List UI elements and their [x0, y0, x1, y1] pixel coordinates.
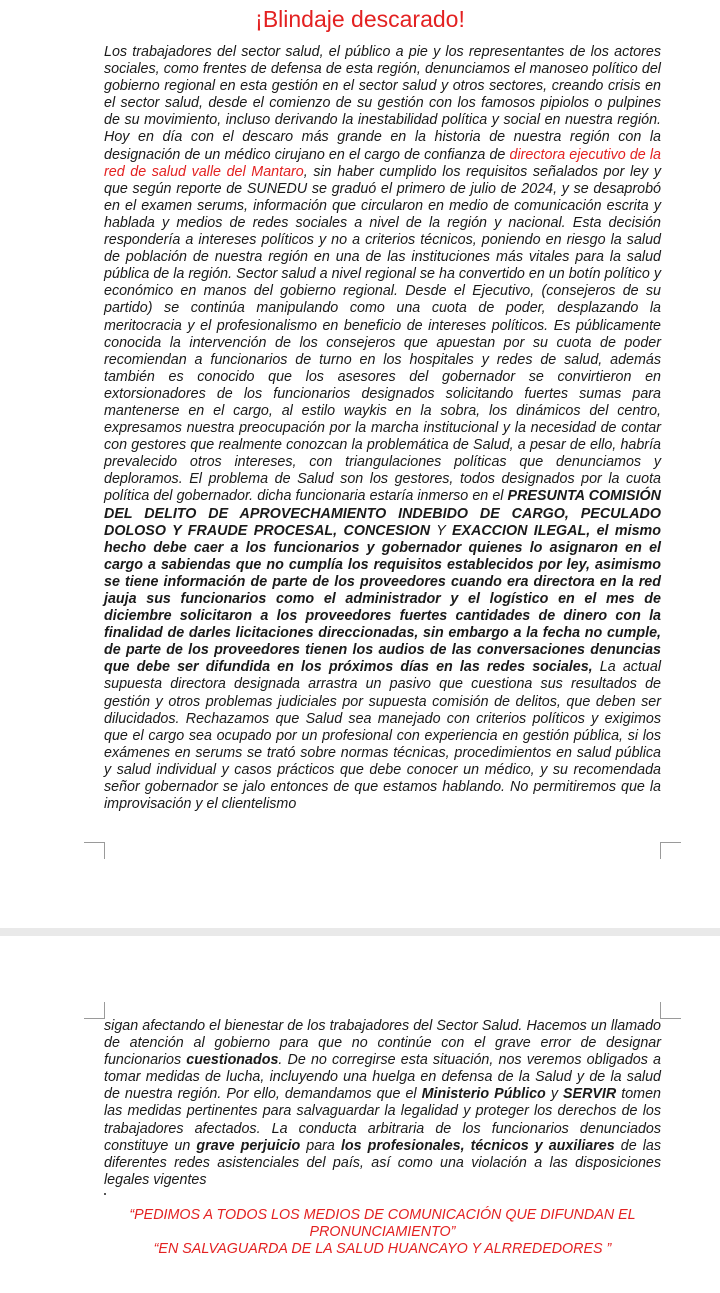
page-corner-mark [660, 1002, 681, 1019]
page-corner-mark [84, 1002, 105, 1019]
closing-demand: “PEDIMOS A TODOS LOS MEDIOS DE COMUNICACIÓN QUE DIFUNDAN EL PRONUNCIAMIENTO” [129, 1207, 636, 1241]
bold-text: Ministerio Público [421, 1086, 546, 1103]
document-title: ¡Blindaje descarado! [255, 6, 465, 32]
highlighted-position: directora ejecutivo de la red de salud valle del Mantaro [104, 146, 662, 180]
body-text: . De no corregirse esta situación, nos veremos obligados a tomar medidas de lucha, incluyendo una huelga en defensa de la Salud y de la salud de nuestra región. Por ello, demandamos que el [104, 1052, 661, 1103]
bold-allegation-2: EXACCION ILEGAL, el mismo hecho debe caer a los funcionarios y gobernador quienes lo asignaron en el cargo a sabiendas que no cumplía los requisitos establecidos por ley, asimismo se tiene información de parte de los proveedores cuando era directora en la red jauja sus funcionarios como el administrador y el logístico en el mes de diciembre solicitaron a los proveedores fuertes cantidades de dinero con la finalidad de darles licitaciones direccionadas, sin embargo a la fecha no cumple, de parte de los proveedores tienen los audios de las conversaciones denuncias que debe ser difundida en los próximos días en las redes sociales, [104, 522, 661, 676]
body-text: sigan afectando el bienestar de los trabajadores del Sector Salud. Hacemos un llamado de atención al gobierno para que no continúe con el grave error de designar funcionarios [104, 1018, 661, 1069]
bold-text: cuestionados [186, 1052, 279, 1069]
page-separator [0, 928, 720, 936]
body-text: tomen las medidas pertinentes para salvaguardar la legalidad y proteger los derechos de los trabajadores afectados. La conducta arbitraria de los funcionarios denunciados constituye un [104, 1086, 661, 1154]
outro-text: La actual supuesta directora designada arrastra un pasivo que cuestiona sus resultados de gestión y otros problemas judiciales por supuesta comisión de delitos, que deben ser dilucidados. Rechazamos que Salud sea manejado con criterios políticos y exigimos que el cargo sea ocupado por un profesional con experiencia en gestión pública, si los exámenes en serums se trató sobre normas técnicas, procedimientos en salud pública y salud individual y casos prácticos que debe conocer un médico, y su recomendada señor gobernador se jalo entonces de que estamos hablando. No permitiremos que la improvisación y el clientelismo [104, 659, 661, 813]
bold-text: los profesionales, técnicos y auxiliares [340, 1137, 615, 1154]
statement-body-page-1 [104, 44, 661, 813]
bold-text: grave perjuicio [196, 1137, 301, 1154]
intro-text: Los trabajadores del sector salud, el público a pie y los representantes de los actores sociales, como frentes de defensa de esta región, denunciamos el manoseo político del gobierno regional en esta gestión en el sector salud y otros sectores, creando crisis en el sector salud, desde el comienzo de su gestión con los famosos pipiolos o pulpines de su movimiento, incluso derivando la inestabilidad política y social en nuestra región. Hoy en día con el descaro más grande en la historia de nuestra región con la designación de un médico cirujano en el cargo de confianza de [104, 44, 661, 163]
bullet-dot [104, 1193, 106, 1195]
body-text: y [545, 1086, 563, 1103]
body-text: de las diferentes redes asistenciales del país, así como una violación a las disposiciones legales vigentes [104, 1137, 662, 1188]
bold-allegation: PRESUNTA COMISIÓN DEL DELITO DE APROVECHAMIENTO INDEBIDO DE CARGO, PECULADO DOLOSO Y FRAUDE PROCESAL, CONCESION [104, 488, 661, 539]
closing-slogan: “EN SALVAGUARDA DE LA SALUD HUANCAYO Y ALRREDEDORES ” [153, 1241, 612, 1257]
page-corner-mark [660, 842, 681, 859]
connector-text: Y [430, 522, 452, 539]
page-corner-mark [84, 842, 105, 859]
body-text: , sin haber cumplido los requisitos señalados por ley y que según reporte de SUNEDU se graduó el primero de julio de 2024, y se desaprobó en el examen serums, información que circularon en medio de comunicación escrita y hablada y medios de redes sociales a nivel de la región y nacional. Esta decisión respondería a intereses políticos y no a criterios técnicos, poniendo en riesgo la salud de población de nuestra región en una de las instituciones más vitales para la salud pública de la región. Sector salud a nivel regional se ha convertido en un botín político y económico en manos del gobierno regional. Desde el Ejecutivo, (consejeros de su partido) se continúa manipulando como una cuota de poder, desplazando la meritocracia y el profesionalismo en beneficio de intereses políticos. Es públicamente conocida la intervención de los consejeros que apuestan por su cuota de poder recomiendan a funcionarios de turno en los hospitales y redes de salud, además también es conocido que los asesores del gobernador se convirtieron en extorsionadores de los funcionarios designados solicitando fuertes sumas para mantenerse en el cargo, al estilo waykis en la sobra, los dinámicos del centro, expresamos nuestra preocupación por la marcha institucional y la necesidad de contar con gestores que realmente conozcan la problemática de Salud, a pesar de ello, habría prevalecido otros intereses, con triangulaciones políticas que denunciamos y deploramos. El problema de Salud son los gestores, todos designados por la cuota política del gobernador. dicha funcionaria estaría inmerso en el [104, 163, 661, 505]
statement-body-page-2 [104, 1018, 661, 1189]
bold-text: SERVIR [563, 1086, 617, 1103]
body-text: para [300, 1137, 341, 1154]
